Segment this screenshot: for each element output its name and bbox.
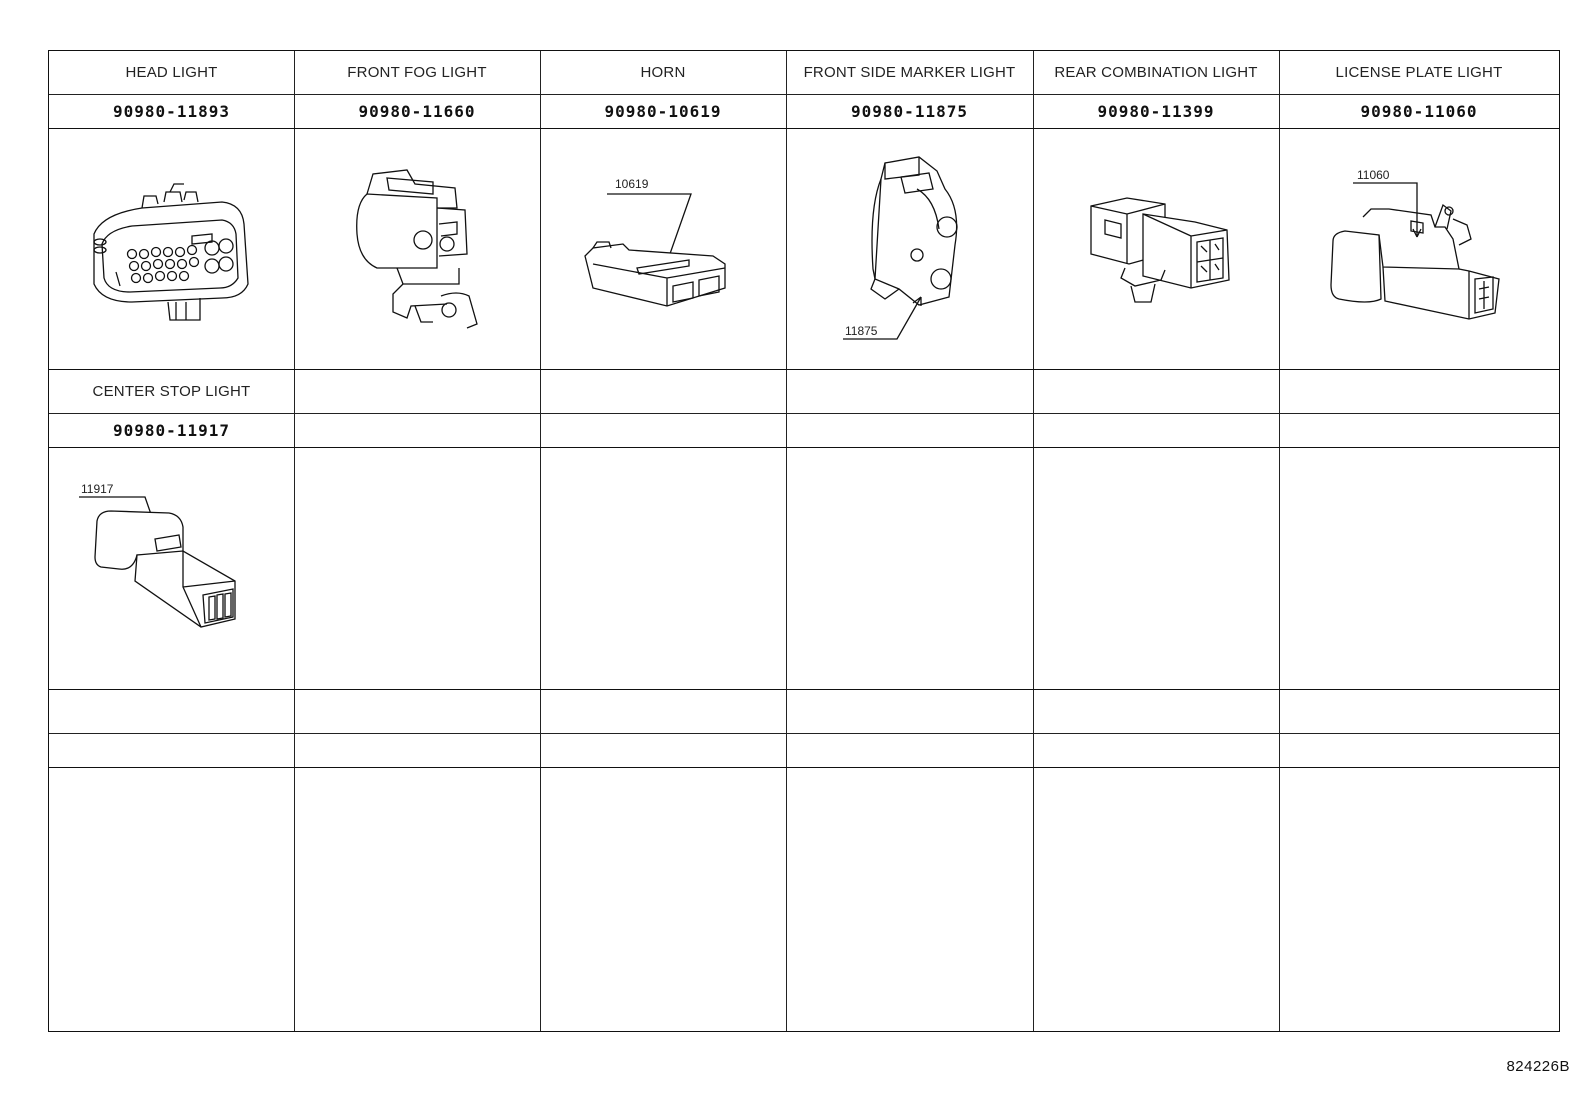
multi-pin-connector-icon bbox=[72, 174, 272, 324]
connector-name: FRONT SIDE MARKER LIGHT bbox=[803, 64, 1016, 81]
part-number-cell bbox=[49, 413, 294, 447]
front-fog-light-connector-drawing bbox=[294, 128, 540, 369]
front-side-marker-light-connector-drawing bbox=[786, 128, 1033, 369]
license-plate-light-connector-drawing bbox=[1279, 128, 1559, 369]
horn-connector-drawing bbox=[540, 128, 786, 369]
callout-label: 11917 bbox=[81, 482, 114, 496]
connector-name: CENTER STOP LIGHT bbox=[92, 382, 251, 400]
two-pin-connector-icon bbox=[337, 164, 497, 334]
part-number: 90980-11660 bbox=[358, 101, 476, 121]
rear-combination-light-connector-drawing bbox=[1033, 128, 1279, 369]
part-number-cell bbox=[1279, 94, 1559, 128]
document-code: 824226B bbox=[1506, 1058, 1570, 1075]
connector-cell-front-fog-light-label bbox=[294, 51, 540, 94]
connector-cell-rear-combination-label bbox=[1033, 51, 1279, 94]
part-number-cell bbox=[294, 94, 540, 128]
center-stop-light-connector-drawing bbox=[49, 447, 294, 689]
head-light-connector-drawing bbox=[49, 128, 294, 369]
four-pin-connector-icon bbox=[1071, 184, 1241, 314]
part-number-cell bbox=[1033, 94, 1279, 128]
horn-connector-icon bbox=[563, 164, 763, 334]
callout-label: 11875 bbox=[844, 323, 877, 338]
connector-name: REAR COMBINATION LIGHT bbox=[1054, 64, 1258, 81]
connector-name: LICENSE PLATE LIGHT bbox=[1335, 64, 1503, 81]
part-number: 90980-11875 bbox=[851, 101, 968, 121]
connector-cell-head-light-label bbox=[49, 51, 294, 94]
side-marker-connector-icon bbox=[825, 149, 995, 349]
part-number: 90980-11917 bbox=[113, 420, 230, 440]
connector-name: HEAD LIGHT bbox=[125, 64, 218, 81]
part-number-cell bbox=[540, 94, 786, 128]
connector-cell-license-plate-label bbox=[1279, 51, 1559, 94]
part-number: 90980-11060 bbox=[1360, 101, 1478, 121]
part-number-cell bbox=[786, 94, 1033, 128]
callout-label: 10619 bbox=[615, 176, 649, 191]
connector-chart-table bbox=[48, 50, 1560, 1032]
connector-name: FRONT FOG LIGHT bbox=[347, 64, 487, 81]
connector-name: HORN bbox=[640, 64, 686, 81]
part-number-cell bbox=[49, 94, 294, 128]
license-plate-connector-icon bbox=[1319, 149, 1519, 349]
part-number: 90980-10619 bbox=[604, 101, 722, 121]
connector-cell-horn-label bbox=[540, 51, 786, 94]
connector-cell-front-side-marker-label bbox=[786, 51, 1033, 94]
callout-label: 11060 bbox=[1357, 167, 1390, 182]
part-number: 90980-11399 bbox=[1097, 101, 1215, 121]
center-stop-connector-icon bbox=[71, 477, 271, 637]
part-number: 90980-11893 bbox=[113, 101, 230, 121]
connector-cell-center-stop-light-label bbox=[49, 369, 294, 413]
